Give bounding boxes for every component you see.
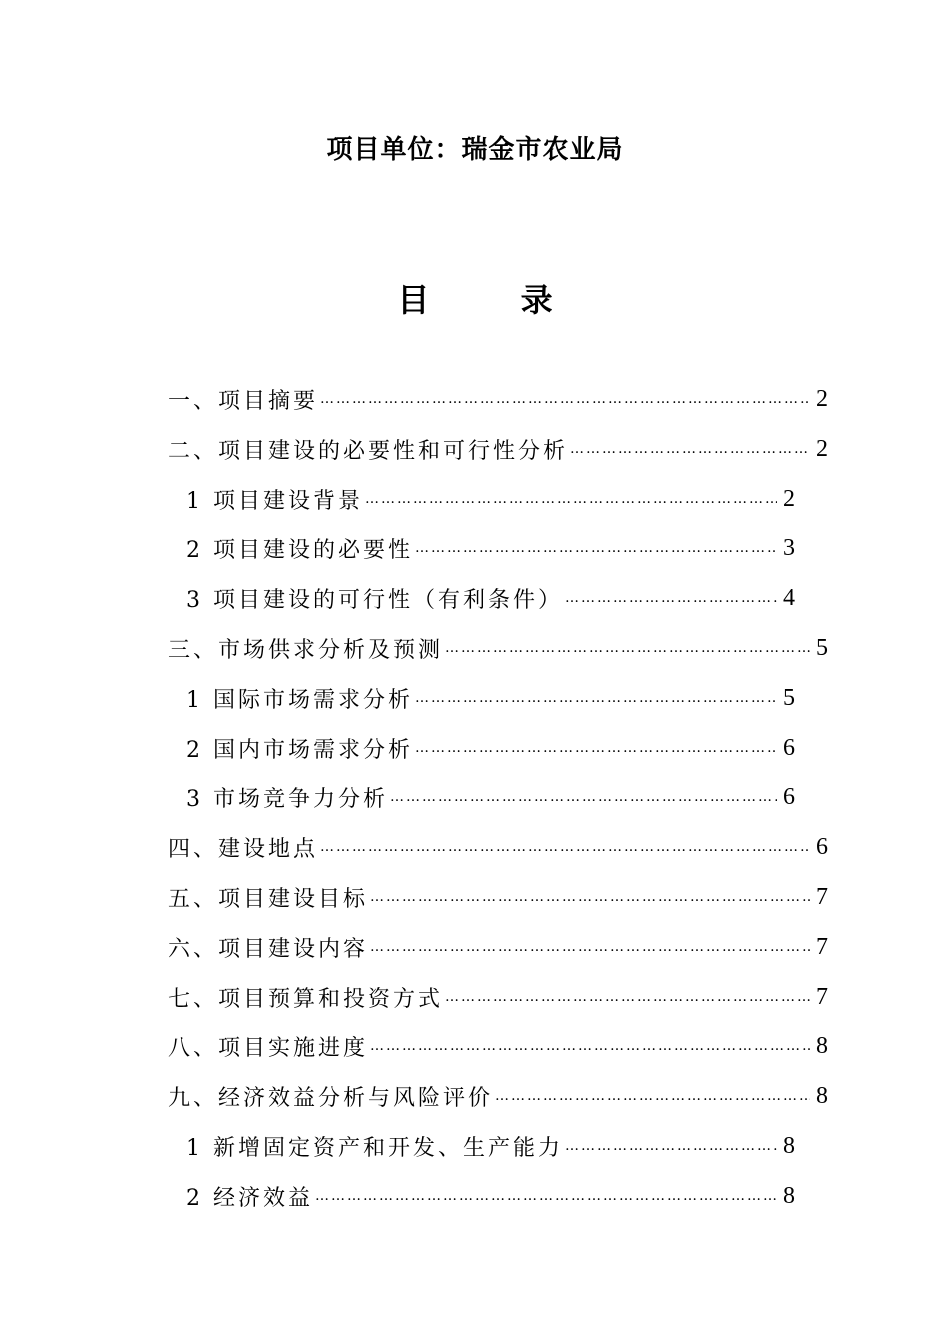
toc-entry-page-number: 8 (816, 1032, 828, 1059)
toc-dot-leader (370, 934, 810, 960)
toc-dot-leader (415, 685, 777, 711)
toc-entry (186, 1171, 795, 1221)
toc-entry (186, 523, 795, 573)
toc-entry-page-number: 2 (816, 435, 828, 462)
project-unit-title: 项目单位：瑞金市农业局 (326, 135, 624, 165)
toc-entry-label: 四、建设地点 (168, 836, 319, 862)
toc-entry-page-number: 5 (783, 684, 795, 711)
toc-entry-page-number: 2 (783, 485, 795, 512)
toc-entry-label: 九、经济效益分析与风险评价 (168, 1085, 494, 1111)
toc-entry (186, 772, 795, 822)
toc-entry-page-number: 2 (816, 385, 828, 412)
toc-entry-label: 1 国际市场需求分析 (186, 687, 413, 713)
toc-dot-leader (570, 436, 810, 462)
toc-dot-leader (445, 984, 810, 1010)
toc-entry-label: 八、项目实施进度 (168, 1035, 369, 1061)
toc-dot-leader (390, 784, 777, 810)
toc-entry-label: 2 国内市场需求分析 (186, 737, 413, 763)
toc-dot-leader (445, 635, 810, 661)
toc-entry-page-number: 3 (783, 534, 795, 561)
toc-entry-page-number: 4 (783, 584, 795, 611)
toc-dot-leader (320, 834, 810, 860)
toc-entry-label: 五、项目建设目标 (168, 886, 369, 912)
toc-entry-label: 一、项目摘要 (168, 388, 319, 414)
toc-entry-page-number: 8 (783, 1132, 795, 1159)
toc-dot-leader (370, 884, 810, 910)
toc-entry-page-number: 8 (816, 1082, 828, 1109)
toc-dot-leader (315, 1183, 777, 1209)
toc-entry-page-number: 7 (816, 983, 828, 1010)
toc-entry-page-number: 8 (783, 1182, 795, 1209)
toc-entry (186, 1121, 795, 1171)
toc-entry (186, 573, 795, 623)
toc-entry-label: 1 项目建设背景 (186, 488, 363, 514)
toc-entry-label: 三、市场供求分析及预测 (168, 637, 444, 663)
toc-entry-label: 二、项目建设的必要性和可行性分析 (168, 438, 569, 464)
toc-entry (168, 1071, 828, 1121)
toc-entry-page-number: 5 (816, 634, 828, 661)
toc-entry-page-number: 6 (783, 783, 795, 810)
toc-entry (168, 822, 828, 872)
toc-entry-label: 3 市场竞争力分析 (186, 786, 388, 812)
toc-dot-leader (495, 1083, 810, 1109)
toc-entry-label: 2 项目建设的必要性 (186, 537, 413, 563)
toc-entry-label: 1 新增固定资产和开发、生产能力 (186, 1135, 563, 1161)
toc-entry-label: 2 经济效益 (186, 1185, 313, 1211)
toc-entry (168, 623, 828, 673)
toc-entry (168, 1021, 828, 1071)
toc-dot-leader (415, 535, 777, 561)
toc-entry (186, 673, 795, 723)
toc-dot-leader (415, 735, 777, 761)
toc-entry-page-number: 7 (816, 883, 828, 910)
toc-entry-page-number: 6 (816, 833, 828, 860)
toc-dot-leader (320, 386, 810, 412)
toc-dot-leader (565, 585, 777, 611)
toc-entry (186, 474, 795, 524)
toc-entry (168, 972, 828, 1022)
toc-entry-label: 六、项目建设内容 (168, 936, 369, 962)
toc-entry (168, 922, 828, 972)
toc-entry-page-number: 7 (816, 933, 828, 960)
toc-entry (168, 872, 828, 922)
toc-dot-leader (365, 486, 777, 512)
toc-entry-label: 3 项目建设的可行性（有利条件） (186, 587, 563, 613)
toc-dot-leader (565, 1133, 777, 1159)
toc-entry-page-number: 6 (783, 734, 795, 761)
toc-entry (168, 424, 828, 474)
toc-entry (186, 723, 795, 773)
toc-entry-label: 七、项目预算和投资方式 (168, 986, 444, 1012)
toc-heading: 目 录 (397, 281, 593, 319)
toc-entry (168, 374, 828, 424)
toc-dot-leader (370, 1033, 810, 1059)
